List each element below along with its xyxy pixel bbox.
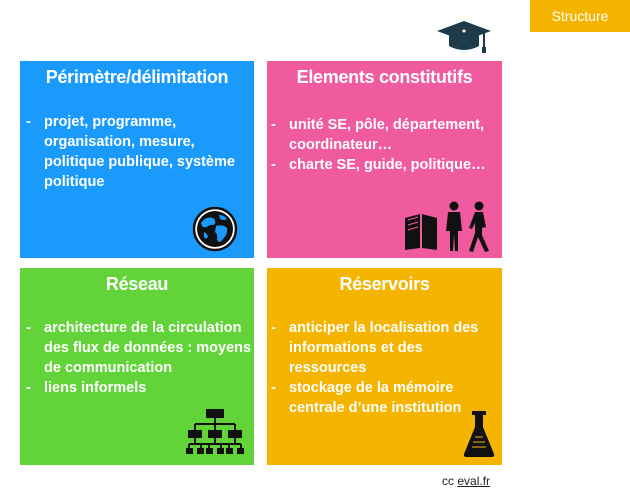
panel-title: Réservoirs xyxy=(339,274,430,294)
list-item: - architecture de la circulation des flux de données : moyens de communication xyxy=(26,318,252,378)
panel-title: Réseau xyxy=(105,274,169,294)
book-icon xyxy=(403,204,439,250)
flask-icon xyxy=(463,411,495,457)
list-item: - charte SE, guide, politique… xyxy=(271,155,499,175)
panel-list xyxy=(271,318,499,418)
footer-link[interactable]: eval.fr xyxy=(457,474,491,488)
list-item: - projet, programme, organisation, mesure, politique publique, système politique xyxy=(26,112,250,192)
panel-list xyxy=(271,115,499,175)
graduation-cap-icon xyxy=(436,18,492,56)
panel-perimetre xyxy=(20,61,254,258)
panel-reseau xyxy=(20,268,254,465)
panel-title: Périmètre/délimitation xyxy=(45,67,229,87)
panel-list xyxy=(26,112,250,192)
section-tag: Structure xyxy=(530,0,630,32)
footer-prefix: cc xyxy=(442,474,454,488)
panel-elements xyxy=(267,61,502,258)
list-item: - unité SE, pôle, département, coordinateur… xyxy=(271,115,499,155)
network-icon xyxy=(186,408,244,460)
list-item: - liens informels xyxy=(26,378,252,398)
panel-reservoirs xyxy=(267,268,502,465)
list-item: - anticiper la localisation des informations et des ressources xyxy=(271,318,499,378)
list-item: - stockage de la mémoire centrale d’une institution xyxy=(271,378,499,418)
panel-list xyxy=(26,318,252,398)
person-walking-icon xyxy=(467,201,491,253)
person-standing-icon xyxy=(443,201,465,253)
footer-credit xyxy=(442,474,490,488)
globe-icon xyxy=(192,206,238,252)
panel-title: Elements constitutifs xyxy=(296,67,473,87)
